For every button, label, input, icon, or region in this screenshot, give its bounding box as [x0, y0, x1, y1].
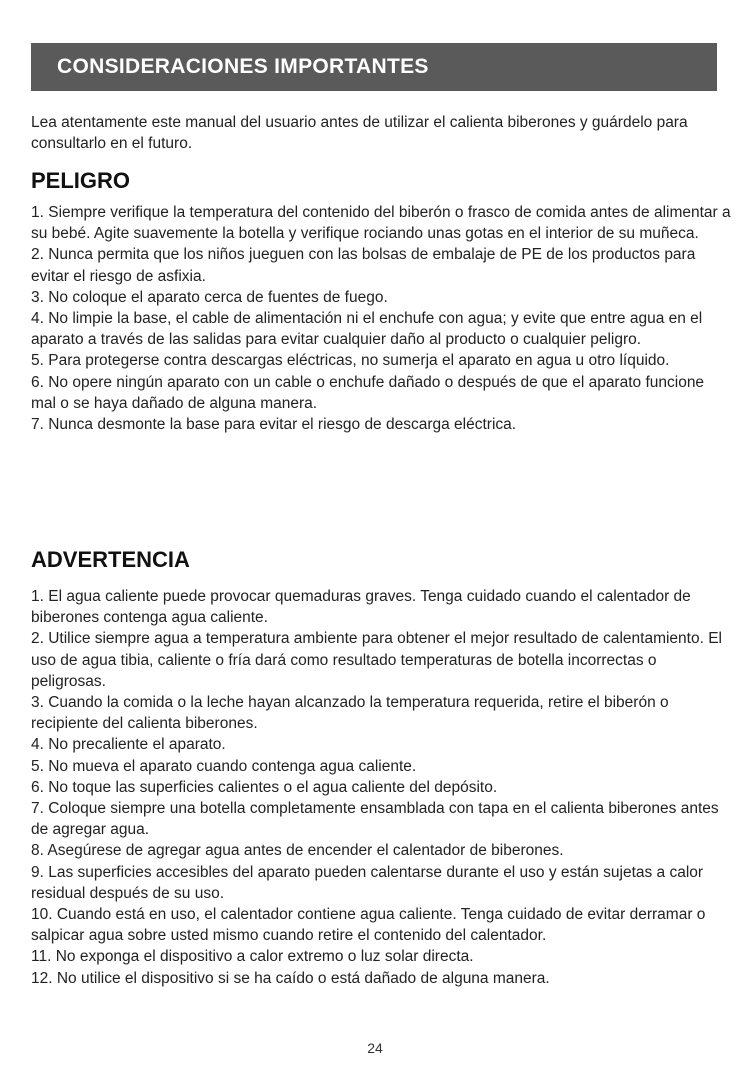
advertencia-item: 3. Cuando la comida o la leche hayan alcanzado la temperatura requerida, retire el biberón o recipiente del calienta biberones. — [31, 694, 669, 733]
advertencia-item: 10. Cuando está en uso, el calentador contiene agua caliente. Tenga cuidado de evitar derramar o salpicar agua sobre usted mismo cuando retire el contenido del calentador. — [31, 906, 706, 945]
page-number: 24 — [367, 1040, 383, 1056]
peligro-list — [31, 202, 731, 435]
advertencia-item: 11. No exponga el dispositivo a calor extremo o luz solar directa. — [31, 948, 474, 966]
advertencia-item: 6. No toque las superficies calientes o el agua caliente del depósito. — [31, 778, 498, 796]
advertencia-list — [31, 586, 731, 989]
advertencia-item: 1. El agua caliente puede provocar quemaduras graves. Tenga cuidado cuando el calentador de biberones contenga agua caliente. — [31, 588, 691, 627]
advertencia-item: 2. Utilice siempre agua a temperatura ambiente para obtener el mejor resultado de calentamiento. El uso de agua tibia, caliente o fría dará como resultado temperaturas de botella incorrectas o peligrosas. — [31, 630, 722, 690]
peligro-item: 1. Siempre verifique la temperatura del contenido del biberón o frasco de comida antes de alimentar a su bebé. Agite suavemente la botella y verifique rociando unas gotas en el interior de su muñeca. — [31, 204, 731, 243]
advertencia-item: 7. Coloque siempre una botella completamente ensamblada con tapa en el calienta biberones antes de agregar agua. — [31, 800, 719, 839]
advertencia-item: 8. Asegúrese de agregar agua antes de encender el calentador de biberones. — [31, 842, 564, 860]
advertencia-item: 12. No utilice el dispositivo si se ha caído o está dañado de alguna manera. — [31, 969, 550, 987]
section-title-peligro: PELIGRO — [31, 168, 131, 193]
peligro-item: 5. Para protegerse contra descargas eléctricas, no sumerja el aparato en agua u otro líquido. — [31, 352, 670, 370]
header-bar — [31, 43, 717, 91]
peligro-item: 6. No opere ningún aparato con un cable o enchufe dañado o después de que el aparato funcione mal o se haya dañado de alguna manera. — [31, 373, 705, 412]
peligro-item: 2. Nunca permita que los niños jueguen con las bolsas de embalaje de PE de los productos para evitar el riesgo de asfixia. — [31, 246, 696, 285]
advertencia-item: 4. No precaliente el aparato. — [31, 736, 226, 754]
peligro-item: 3. No coloque el aparato cerca de fuentes de fuego. — [31, 288, 388, 306]
page-title: CONSIDERACIONES IMPORTANTES — [57, 55, 429, 78]
advertencia-item: 9. Las superficies accesibles del aparato pueden calentarse durante el uso y están sujetas a calor residual después de su uso. — [31, 863, 704, 902]
peligro-item: 7. Nunca desmonte la base para evitar el riesgo de descarga eléctrica. — [31, 416, 517, 434]
section-title-advertencia: ADVERTENCIA — [31, 547, 190, 572]
advertencia-item: 5. No mueva el aparato cuando contenga agua caliente. — [31, 757, 417, 775]
intro-paragraph: Lea atentamente este manual del usuario antes de utilizar el calienta biberones y guárdelo para consultarlo en el futuro. — [31, 114, 688, 152]
peligro-item: 4. No limpie la base, el cable de alimentación ni el enchufe con agua; y evite que entre agua en el aparato a través de las salidas para evitar cualquier daño al producto o cualquier peligro. — [31, 310, 703, 349]
